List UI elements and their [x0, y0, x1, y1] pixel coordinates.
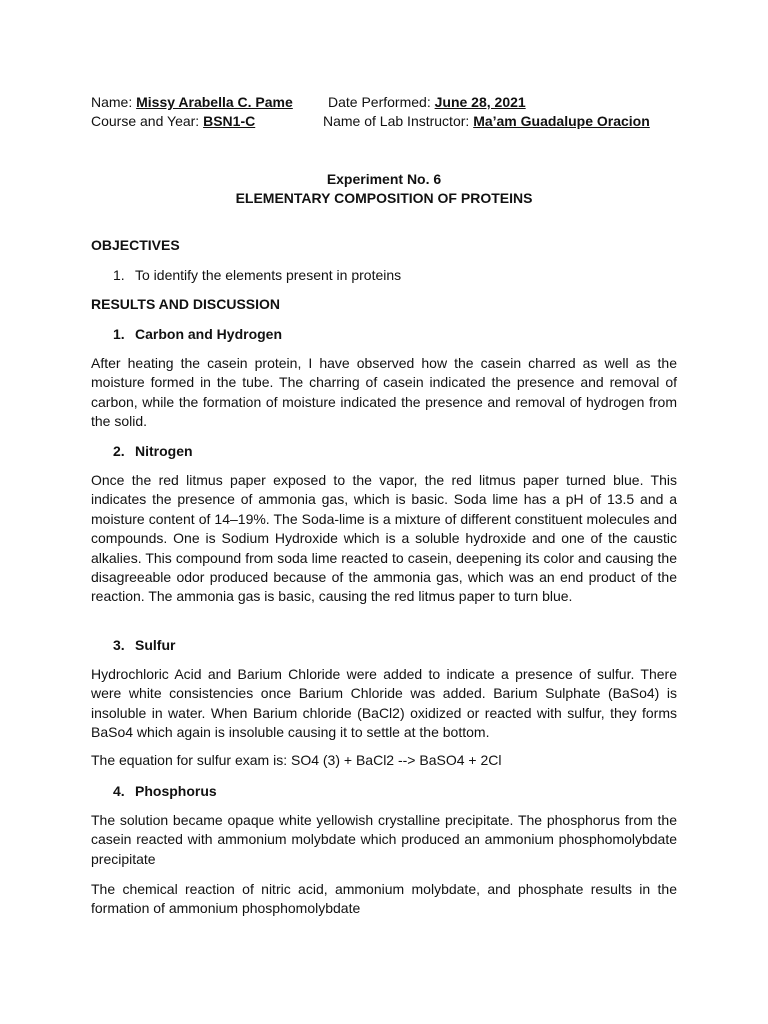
section-heading-sulfur — [113, 636, 175, 654]
paragraph-nitrogen: Once the red litmus paper exposed to the vapor, the red litmus paper turned blue. This indicates the presence of ammonia gas, which is basic. Soda lime has a pH of 13.5 and a moisture content of 14–19%. The Soda-lime is a mixture of different constituent molecules and compounds. One is Sodium Hydroxide which is a soluble hydroxide and one of the caustic alkalies. This compound from soda lime reacted to casein, deepening its color and causing the disagreeable odor produced because of the ammonia gas, which was an end product of the reaction. The ammonia gas is basic, causing the red litmus paper to turn blue. — [91, 472, 677, 605]
section-title: Phosphorus — [135, 783, 217, 799]
sulfur-equation: The equation for sulfur exam is: SO4 (3) + BaCl2 --> BaSO4 + 2Cl — [91, 752, 502, 768]
section-number: 1. — [113, 326, 125, 342]
date-label: Date Performed: — [328, 94, 435, 110]
section-title: Carbon and Hydrogen — [135, 326, 283, 342]
title-block — [0, 170, 768, 208]
section-number: 4. — [113, 783, 125, 799]
instructor-value: Ma’am Guadalupe Oracion — [473, 113, 650, 129]
section-number: 2. — [113, 443, 125, 459]
paragraph-carbon: After heating the casein protein, I have observed how the casein charred as well as the moisture formed in the tube. The charring of casein indicated the presence and removal of carbon, while the formation of moisture indicated the presence and removal of hydrogen from the solid. — [91, 355, 677, 430]
name-line — [91, 93, 293, 111]
objectives-heading: OBJECTIVES — [91, 237, 180, 253]
section-number: 3. — [113, 637, 125, 653]
name-value: Missy Arabella C. Pame — [136, 94, 293, 110]
date-value: June 28, 2021 — [434, 94, 526, 110]
course-label: Course and Year: — [91, 113, 204, 129]
paragraph-phosphorus-reaction: The chemical reaction of nitric acid, ammonium molybdate, and phosphate results in the formation of ammonium phosphomolybdate — [91, 881, 677, 917]
course-value: BSN1-C — [203, 113, 256, 129]
experiment-number: Experiment No. 6 — [326, 171, 442, 187]
course-line — [91, 112, 255, 130]
objective-item — [113, 266, 401, 284]
section-heading-carbon — [113, 325, 282, 343]
section-heading-phosphorus — [113, 782, 217, 800]
paragraph-sulfur: Hydrochloric Acid and Barium Chloride were added to indicate a presence of sulfur. There were white consistencies once Barium Chloride was added. Barium Sulphate (BaSo4) is insoluble in water. When Barium chloride (BaCl2) oxidized or reacted with sulfur, they forms BaSo4 which again is insoluble causing it to settle at the bottom. — [91, 666, 677, 741]
instructor-label: Name of Lab Instructor: — [323, 113, 474, 129]
results-heading: RESULTS AND DISCUSSION — [91, 296, 281, 312]
objective-number: 1. — [113, 267, 125, 283]
paragraph-phosphorus: The solution became opaque white yellowish crystalline precipitate. The phosphorus from the casein reacted with ammonium molybdate which produced an ammonium phosphomolybdate precipitate — [91, 812, 677, 867]
section-title: Sulfur — [135, 637, 176, 653]
section-heading-nitrogen — [113, 442, 193, 460]
objective-text: To identify the elements present in proteins — [135, 267, 402, 283]
instructor-line — [323, 112, 650, 130]
name-label: Name: — [91, 94, 137, 110]
section-title: Nitrogen — [135, 443, 193, 459]
experiment-title: ELEMENTARY COMPOSITION OF PROTEINS — [235, 190, 533, 206]
date-line — [328, 93, 526, 111]
